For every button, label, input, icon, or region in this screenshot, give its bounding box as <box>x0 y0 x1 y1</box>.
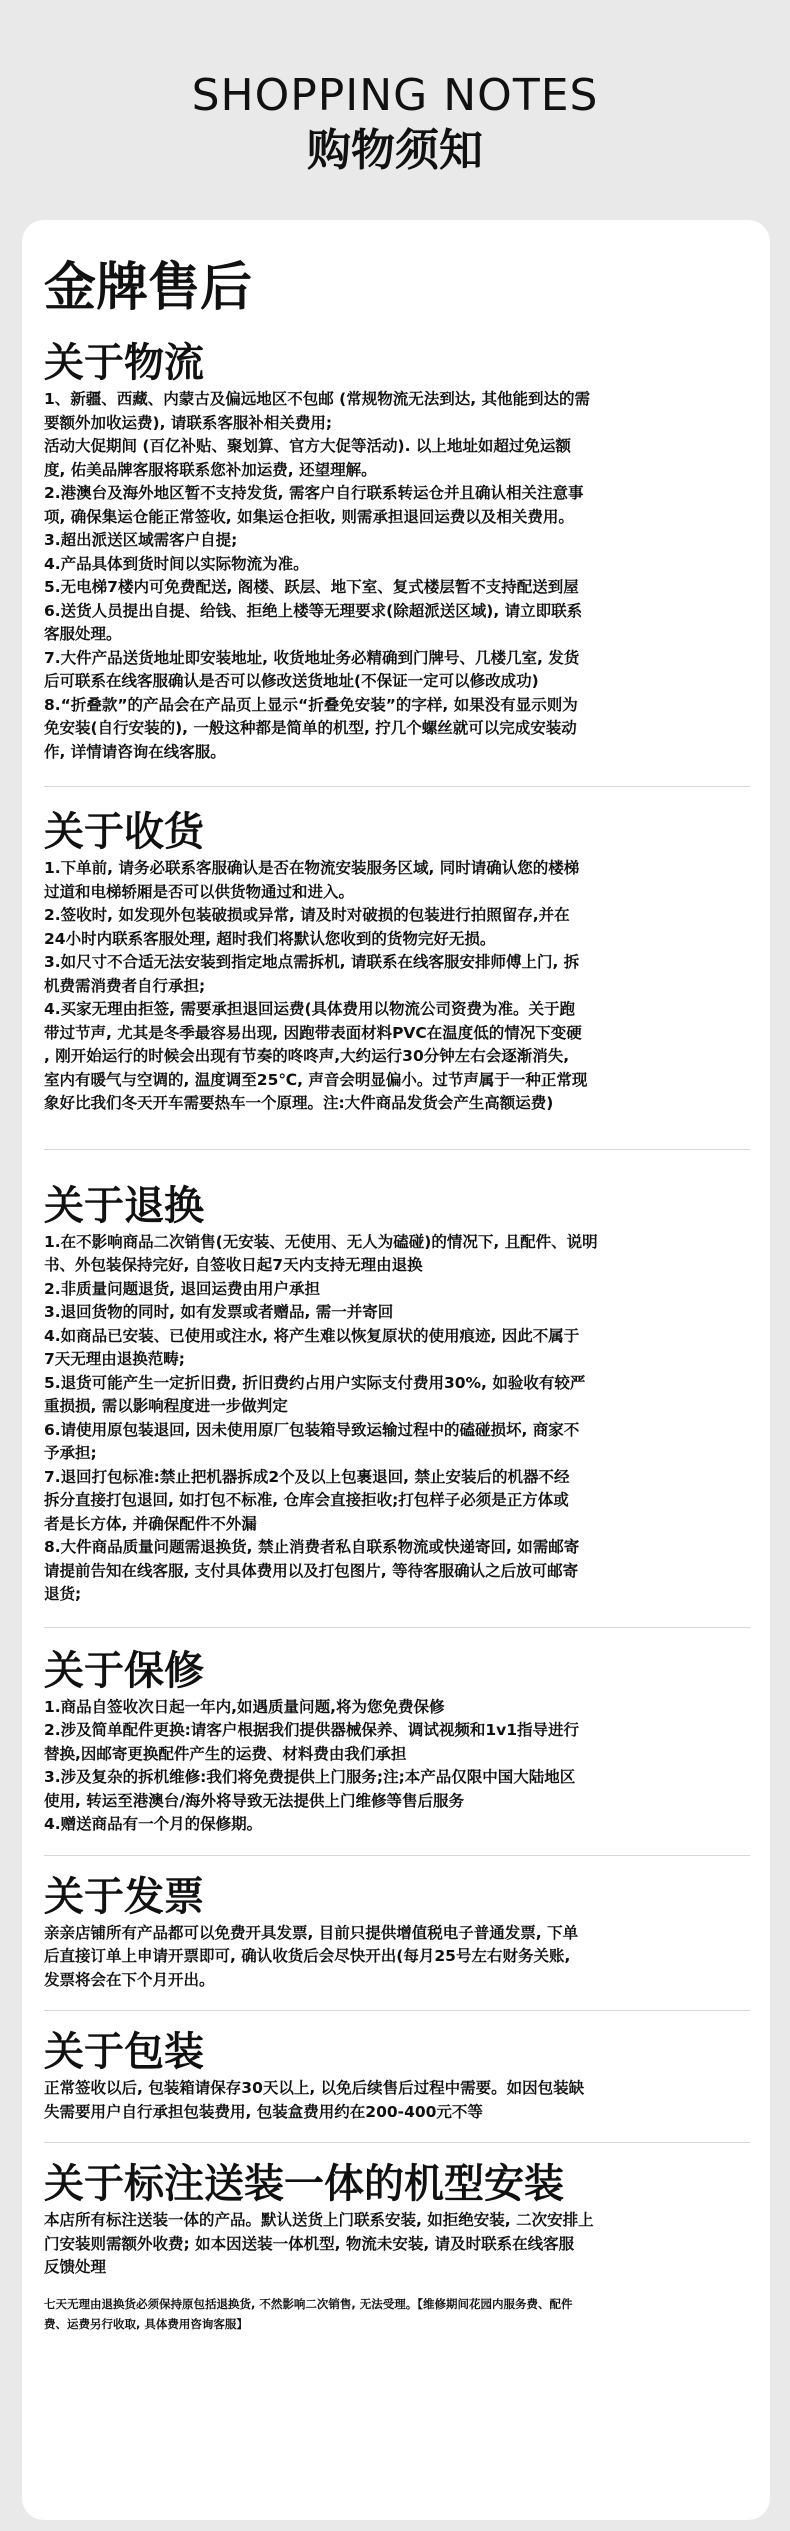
section-line: 24小时内联系客服处理, 超时我们将默认您收到的货物完好无损。 <box>44 929 496 948</box>
section-line: 要额外加收运费), 请联系客服补相关费用; <box>44 413 333 432</box>
section-line: 反馈处理 <box>44 2258 107 2276</box>
section-line: 2.签收时, 如发现外包装破损或异常, 请及时对破损的包装进行拍照留存,并在 <box>44 906 570 924</box>
section-line: 退货; <box>44 1585 82 1603</box>
section-title: 关于收货 <box>44 809 204 855</box>
section-line: 项, 确保集运仓能正常签收, 如集运仓拒收, 则需承担退回运费以及相关费用。 <box>44 507 574 526</box>
section-body <box>44 2209 750 2280</box>
section-body <box>44 1696 750 1837</box>
footer-note <box>44 2294 750 2334</box>
section-title: 关于保修 <box>44 1647 204 1694</box>
section-divider <box>44 2010 750 2011</box>
section-line: 带过节声, 尤其是冬季最容易出现, 因跑带表面材料PVC在温度低的情况下变硬 <box>44 1023 582 1042</box>
section-divider <box>44 1627 750 1628</box>
section-line: 请提前告知在线客服, 支付具体费用以及打包图片, 等待客服确认之后放可邮寄 <box>44 1561 579 1580</box>
section-divider <box>44 786 750 787</box>
section-line: 7.退回打包标准:禁止把机器拆成2个及以上包裹退回, 禁止安装后的机器不经 <box>44 1467 570 1486</box>
section-line: 使用, 转运至港澳台/海外将导致无法提供上门维修等售后服务 <box>44 1791 464 1810</box>
title-zh: 购物须知 <box>307 125 483 176</box>
section-line: 发票将会在下个月开出。 <box>44 1970 215 1989</box>
card-title: 金牌售后 <box>44 258 253 318</box>
section-line: 4.赠送商品有一个月的保修期。 <box>44 1815 263 1833</box>
section-line: 机费需消费者自行承担; <box>44 976 206 995</box>
section-line: 免安装(自行安装的), 一般这种都是简单的机型, 拧几个螺丝就可以完成安装动 <box>44 719 577 737</box>
section-line: 后可联系在线客服确认是否可以修改送货地址(不保证一定可以修改成功) <box>44 672 539 690</box>
section-body <box>44 1231 750 1607</box>
section-line: 拆分直接打包退回, 如打包不标准, 仓库会直接拒收;打包样子必须是正方体或 <box>44 1491 569 1509</box>
section <box>44 809 750 1116</box>
section-line: 3.涉及复杂的拆机维修:我们将免费提供上门服务;注;本产品仅限中国大陆地区 <box>44 1768 576 1786</box>
section <box>44 2161 750 2280</box>
section-line: 3.退回货物的同时, 如有发票或者赠品, 需一并寄回 <box>44 1303 394 1321</box>
section-body <box>44 1922 750 1993</box>
section-title: 关于发票 <box>44 1873 204 1920</box>
section-divider <box>44 2142 750 2143</box>
section-title: 关于包装 <box>44 2029 204 2075</box>
section-line: 重损损, 需以影响程度进一步做判定 <box>44 1397 288 1415</box>
section-line: 8.大件商品质量问题需退换货, 禁止消费者私自联系物流或快递寄回, 如需邮寄 <box>44 1538 580 1556</box>
section <box>44 340 750 764</box>
section-line: 门安装则需额外收费; 如本因送装一体机型, 物流未安装, 请及时联系在线客服 <box>44 2234 575 2253</box>
section-line: 1.下单前, 请务必联系客服确认是否在物流安装服务区域, 同时请确认您的楼梯 <box>44 859 580 877</box>
section <box>44 2029 750 2124</box>
section <box>44 1648 750 1837</box>
section-line: 替换,因邮寄更换配件产生的运费、材料费由我们承担 <box>44 1744 407 1763</box>
section-line: 书、外包装保持完好, 自签收日起7天内支持无理由退换 <box>44 1256 423 1274</box>
title-en: SHOPPING NOTES <box>191 70 599 121</box>
section-line: 作, 详情请咨询在线客服。 <box>44 742 226 761</box>
section-line: 客服处理。 <box>44 625 122 643</box>
section-line: 活动大促期间 (百亿补贴、聚划算、官方大促等活动). 以上地址如超过免运额 <box>44 437 571 455</box>
section-line: 6.送货人员提出自提、给钱、拒绝上楼等无理要求(除超派送区域), 请立即联系 <box>44 601 583 620</box>
section-line: 失需要用户自行承担包装费用, 包装盒费用约在200-400元不等 <box>44 2102 483 2121</box>
section-divider <box>44 1149 750 1150</box>
notes-card <box>22 220 770 2520</box>
section-body <box>44 388 750 764</box>
section-line: 2.非质量问题退货, 退回运费由用户承担 <box>44 1279 320 1298</box>
section-body <box>44 857 750 1116</box>
section-body <box>44 2077 750 2124</box>
section <box>44 1183 750 1607</box>
section-line: 4.如商品已安装、已使用或注水, 将产生难以恢复原状的使用痕迹, 因此不属于 <box>44 1326 580 1345</box>
section-title: 关于标注送装一体的机型安装 <box>44 2161 564 2207</box>
section-line: 2.涉及简单配件更换:请客户根据我们提供器械保养、调试视频和1v1指导进行 <box>44 1721 580 1739</box>
section-line: 4.买家无理由拒签, 需要承担退回运费(具体费用以物流公司资费为准。关于跑 <box>44 1000 576 1018</box>
section-line: 7天无理由退换范畴; <box>44 1350 185 1368</box>
footer-line: 七天无理由退换货必须保持原包括退换货, 不然影响二次销售, 无法受理。【维修期间花园内服务费、配件 <box>44 2296 573 2311</box>
section <box>44 1874 750 1993</box>
sections-container <box>44 340 750 2280</box>
section-line: 度, 佑美品牌客服将联系您补加运费, 还望理解。 <box>44 460 377 479</box>
section-line: 7.大件产品送货地址即安装地址, 收货地址务必精确到门牌号、几楼几室, 发货 <box>44 648 580 667</box>
section-line: 后直接订单上申请开票即可, 确认收货后会尽快开出(每月25号左右财务关账, <box>44 1947 571 1965</box>
section-line: 3.超出派送区域需客户自提; <box>44 531 238 549</box>
section-divider <box>44 1855 750 1856</box>
section-line: , 刚开始运行的时候会出现有节奏的咚咚声,大约运行30分钟左右会逐渐消失, <box>44 1047 570 1065</box>
header <box>0 0 790 178</box>
section-title: 关于物流 <box>44 340 204 386</box>
section-line: 者是长方体, 并确保配件不外漏 <box>44 1514 257 1533</box>
section-line: 2.港澳台及海外地区暂不支持发货, 需客户自行联系转运仓并且确认相关注意事 <box>44 484 584 502</box>
footer-line: 费、运费另行收取, 具体费用咨询客服】 <box>44 2316 248 2331</box>
section-line: 5.退货可能产生一定折旧费, 折旧费约占用户实际支付费用30%, 如验收有较严 <box>44 1373 586 1392</box>
section-line: 5.无电梯7楼内可免费配送, 阁楼、跃层、地下室、复式楼层暂不支持配送到屋 <box>44 578 579 596</box>
section-line: 本店所有标注送装一体的产品。默认送货上门联系安装, 如拒绝安装, 二次安排上 <box>44 2211 594 2229</box>
section-line: 1、新疆、西藏、内蒙古及偏远地区不包邮 (常规物流无法到达, 其他能到达的需 <box>44 390 591 408</box>
section-line: 1.在不影响商品二次销售(无安装、无使用、无人为磕碰)的情况下, 且配件、说明 <box>44 1232 598 1251</box>
section-title: 关于退换 <box>44 1182 204 1229</box>
section-line: 予承担; <box>44 1444 97 1462</box>
section-line: 室内有暖气与空调的, 温度调至25℃, 声音会明显偏小。过节声属于一种正常现 <box>44 1070 588 1089</box>
section-line: 象好比我们冬天开车需要热车一个原理。注:大件商品发货会产生高额运费) <box>44 1094 554 1112</box>
section-line: 3.如尺寸不合适无法安装到指定地点需拆机, 请联系在线客服安排师傅上门, 拆 <box>44 953 580 971</box>
section-line: 1.商品自签收次日起一年内,如遇质量问题,将为您免费保修 <box>44 1697 445 1716</box>
section-line: 6.请使用原包装退回, 因未使用原厂包装箱导致运输过程中的磕碰损坏, 商家不 <box>44 1420 580 1439</box>
section-line: 亲亲店铺所有产品都可以免费开具发票, 目前只提供增值税电子普通发票, 下单 <box>44 1923 579 1942</box>
section-line: 正常签收以后, 包装箱请保存30天以上, 以免后续售后过程中需要。如因包装缺 <box>44 2079 585 2097</box>
section-line: 4.产品具体到货时间以实际物流为准。 <box>44 554 309 573</box>
section-line: 8.“折叠款”的产品会在产品页上显示“折叠免安装”的字样, 如果没有显示则为 <box>44 695 578 714</box>
section-line: 过道和电梯轿厢是否可以供货物通过和进入。 <box>44 882 355 901</box>
